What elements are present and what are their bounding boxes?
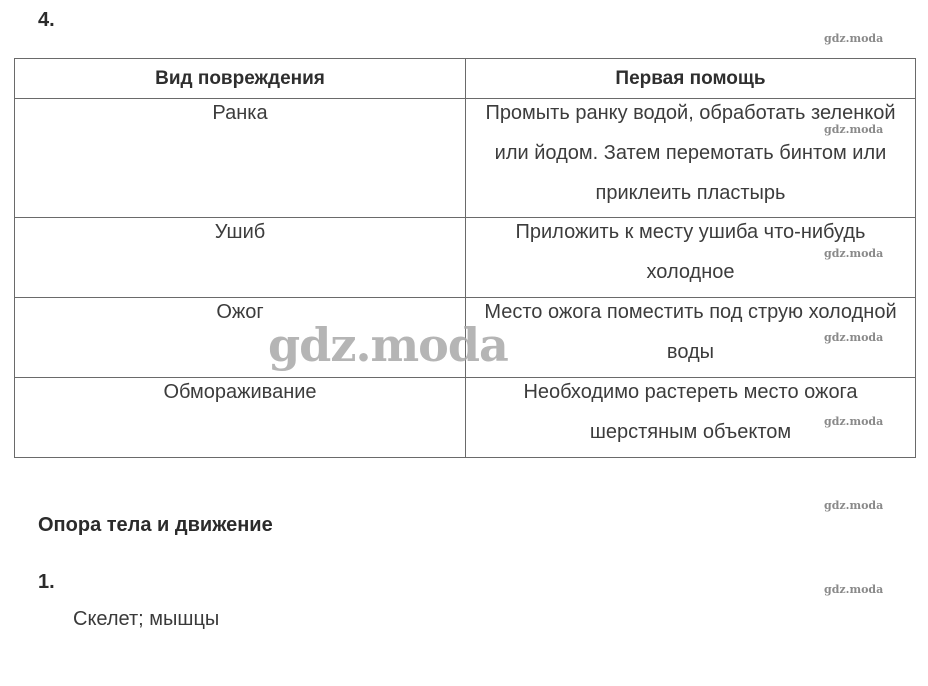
watermark-large: gdz.moda	[268, 318, 508, 372]
damage-cell	[15, 218, 466, 298]
watermark-small: gdz.moda	[824, 415, 884, 428]
item-number: 1.	[38, 571, 55, 593]
watermark-small: gdz.moda	[824, 331, 884, 344]
damage-text: Обмораживание	[163, 381, 317, 403]
aid-text: Место ожога поместить под струю холодной воды	[484, 301, 897, 363]
section-title: Опора тела и движение	[38, 514, 273, 536]
answer-text: Скелет; мышцы	[73, 608, 220, 630]
aid-text: Необходимо растереть место ожога шерстяным объектом	[523, 381, 858, 443]
header-first-aid: Первая помощь	[466, 59, 916, 99]
table-row	[15, 218, 916, 298]
watermark-small: gdz.moda	[824, 123, 884, 136]
header-damage-type: Вид повреждения	[15, 59, 466, 99]
aid-cell	[466, 99, 916, 218]
table-row	[15, 99, 916, 218]
first-aid-table	[14, 58, 916, 458]
watermark-small: gdz.moda	[824, 583, 884, 596]
first-aid-table-wrapper	[14, 58, 915, 458]
table-row	[15, 378, 916, 458]
watermark-small: gdz.moda	[824, 247, 884, 260]
aid-text: Приложить к месту ушиба что-нибудь холодное	[515, 221, 866, 283]
task-number: 4.	[38, 9, 55, 31]
watermark-small: gdz.moda	[824, 32, 884, 45]
damage-text: Ушиб	[214, 221, 266, 243]
watermark-small: gdz.moda	[824, 499, 884, 512]
damage-text: Ожог	[216, 301, 264, 323]
damage-cell	[15, 378, 466, 458]
damage-cell	[15, 99, 466, 218]
aid-text: Промыть ранку водой, обработать зеленкой или йодом. Затем перемотать бинтом или приклеить пластырь	[485, 102, 896, 204]
damage-text: Ранка	[212, 102, 268, 124]
